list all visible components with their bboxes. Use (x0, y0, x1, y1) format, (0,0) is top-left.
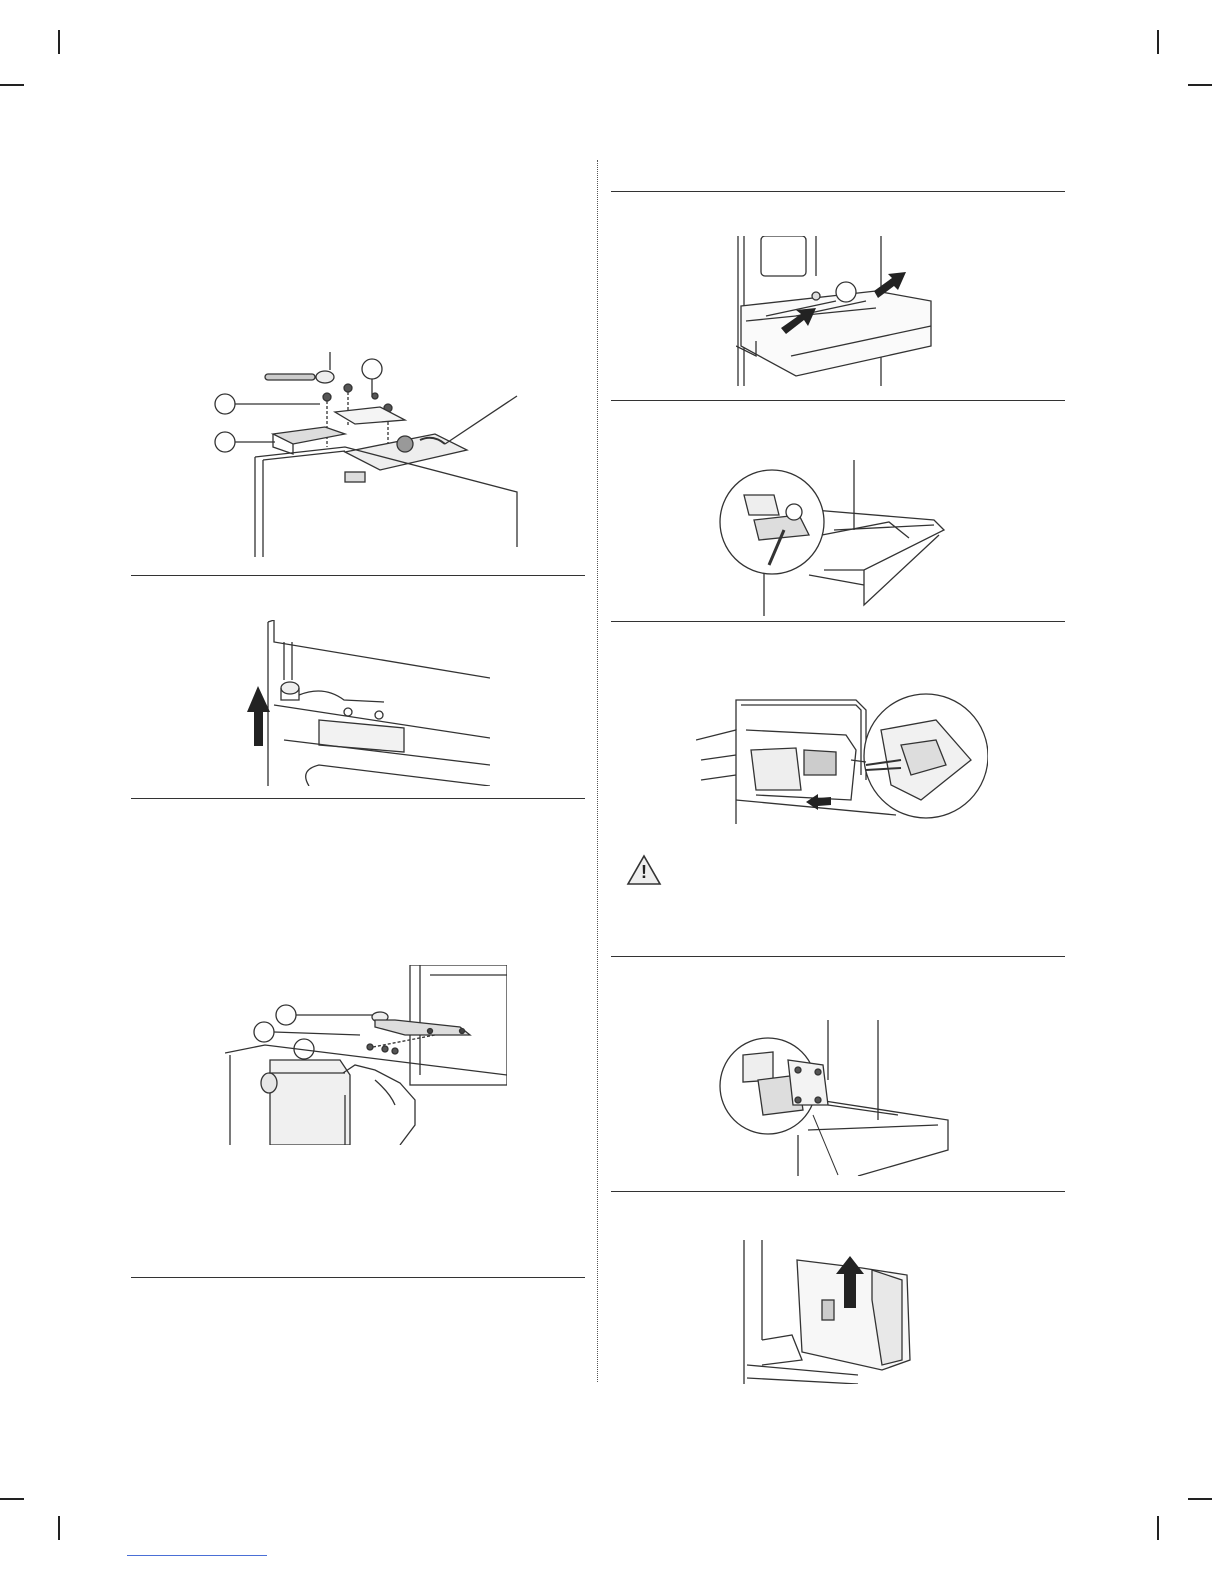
section-rule (611, 1191, 1065, 1192)
hinge-exploded-icon (205, 352, 527, 560)
section-rule (131, 798, 585, 799)
lift-up-arrow-icon (244, 620, 490, 786)
hinge-reinstall-figure (225, 965, 507, 1145)
connector-detail-icon (696, 690, 988, 824)
warning-triangle-icon (626, 854, 662, 886)
section-rule (131, 1277, 585, 1278)
section-rule (611, 191, 1065, 192)
rail-screw-figure (714, 460, 946, 616)
warning-glyph: ! (641, 862, 647, 882)
crop-mark (0, 84, 24, 86)
hinge-reinstall-icon (225, 965, 507, 1145)
crop-mark (1188, 1498, 1212, 1500)
crop-mark (1188, 84, 1212, 86)
crop-mark (58, 30, 60, 54)
screwdriver-detail-icon (714, 460, 946, 616)
wire-connector-figure (696, 690, 988, 824)
section-rule (611, 956, 1065, 957)
section-rule (611, 621, 1065, 622)
drawer-remove-bin-figure (736, 236, 941, 386)
section-rule (131, 575, 585, 576)
lift-door-up-figure (244, 620, 490, 786)
crop-mark (58, 1516, 60, 1540)
bracket-detail-figure (718, 1020, 950, 1176)
lift-drawer-door-figure (742, 1240, 918, 1384)
hinge-removal-exploded-figure (205, 352, 527, 560)
crop-mark (1157, 1516, 1159, 1540)
column-divider (597, 160, 598, 1382)
bracket-detail-icon (718, 1020, 950, 1176)
crop-mark (0, 1498, 24, 1500)
crop-mark (1157, 30, 1159, 54)
section-rule (611, 400, 1065, 401)
lift-drawer-arrow-icon (742, 1240, 918, 1384)
drawer-arrows-icon (736, 236, 941, 386)
footer-link-underline[interactable] (127, 1555, 267, 1556)
